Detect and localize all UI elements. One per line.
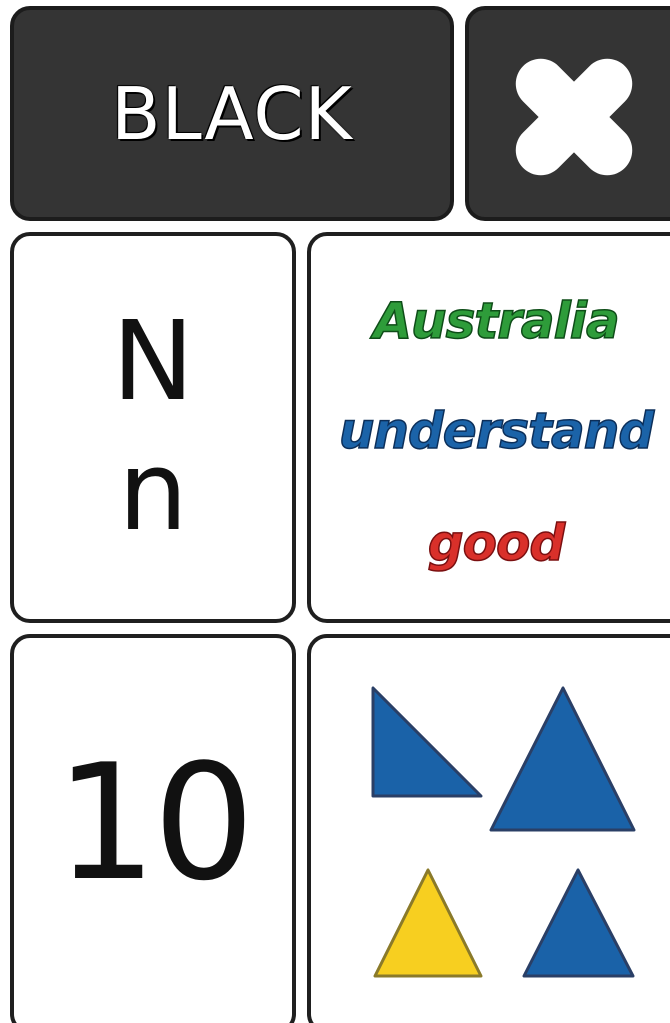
large-triangle-shape — [491, 688, 634, 830]
right-triangle-shape — [373, 688, 481, 796]
uppercase-letter: N — [111, 297, 195, 425]
medium-triangle-shape — [524, 870, 633, 976]
shapes-illustration — [311, 638, 670, 1023]
color-name-card — [10, 6, 454, 221]
color-name-label: BLACK — [111, 71, 353, 156]
close-icon — [469, 10, 670, 221]
shapes-card[interactable] — [307, 634, 670, 1023]
letter-card[interactable] — [10, 232, 296, 623]
word-2: understand — [338, 402, 654, 460]
close-button[interactable] — [465, 6, 670, 221]
number-value: 10 — [55, 729, 251, 916]
word-3: good — [427, 514, 565, 572]
word-1: Australia — [373, 292, 619, 350]
lowercase-letter: n — [118, 427, 188, 555]
number-card[interactable] — [10, 634, 296, 1023]
words-card[interactable] — [307, 232, 670, 623]
small-triangle-shape — [375, 870, 481, 976]
